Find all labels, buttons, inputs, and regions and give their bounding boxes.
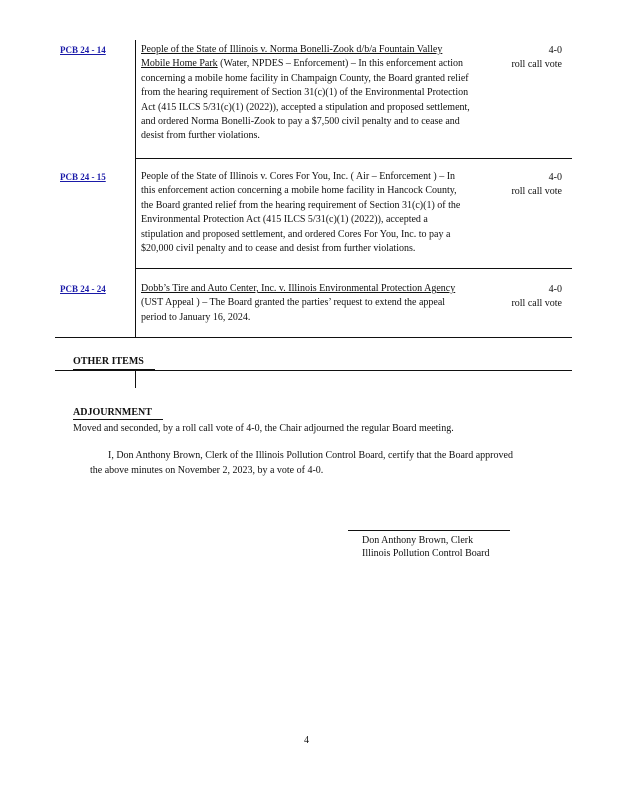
signature-name: Don Anthony Brown, Clerk — [362, 535, 474, 546]
adjournment-underline — [73, 419, 163, 420]
other-items-divider — [135, 370, 136, 388]
case-title: People of the State of Illinois v. Norma Bonelli-Zook d/b/a Fountain Valley Mobile Home Park — [141, 44, 443, 70]
case-description — [141, 170, 471, 256]
page-number: 4 — [304, 735, 309, 746]
certification-text: I, Don Anthony Brown, Clerk of the Illinois Pollution Control Board, certify that the Board approved the above minutes on November 2, 2023, by a vote of 4-0. — [90, 450, 513, 476]
table-bottom-rule — [55, 337, 572, 338]
adjournment-text: Moved and seconded, by a roll call vote of 4-0, the Chair adjourned the regular Board meeting. — [73, 423, 454, 434]
case-number-link[interactable]: PCB 24 - 14 — [60, 45, 106, 55]
vote-count: 4-0 — [548, 284, 562, 295]
case-number-link[interactable]: PCB 24 - 15 — [60, 172, 106, 182]
signature-line — [348, 530, 510, 531]
adjournment-heading: ADJOURNMENT — [73, 407, 152, 418]
vote-label: roll call vote — [511, 297, 562, 309]
case-text: (Water, NPDES – Enforcement) – In this enforcement action concerning a mobile home facility in Champaign County, the Board granted relief from the hearing requirement of Section 31(c)(1) of the Environmental Protection Act (415 ILCS 5/31(c)(1) (2022)), accepted a stipulation and proposed settlement, and ordered Norma Bonelli-Zook to pay a $7,500 civil penalty and to cease and desist from further violations. — [141, 58, 470, 142]
vote-result — [490, 171, 562, 198]
case-text: People of the State of Illinois v. Cores For You, Inc. ( Air – Enforcement ) – In this enforcement action concerning a mobile home facility in Hancock County, the Board granted relief from the hearing requirement of Section 31(c)(1) of the Environmental Protection Act (415 ILCS 5/31(c)(1) (2022)), accepted a stipulation and proposed settlement, and ordered Cores For You, Inc. to pay a $20,000 civil penalty and to cease and desist from further violations. — [141, 171, 461, 255]
other-items-rule — [55, 370, 572, 371]
vote-count: 4-0 — [548, 45, 562, 56]
vote-count: 4-0 — [548, 172, 562, 183]
vote-label: roll call vote — [511, 58, 562, 70]
case-description — [141, 43, 471, 144]
table-divider-vertical — [135, 40, 136, 337]
other-items-heading: OTHER ITEMS — [73, 356, 144, 367]
row-divider-1 — [135, 158, 572, 159]
case-text: (UST Appeal ) – The Board granted the parties’ request to extend the appeal period to January 16, 2024. — [141, 297, 446, 323]
vote-result — [490, 44, 562, 71]
signature-org: Illinois Pollution Control Board — [362, 548, 490, 559]
row-divider-2 — [135, 268, 572, 269]
case-number-link[interactable]: PCB 24 - 24 — [60, 284, 106, 294]
vote-result — [490, 283, 562, 310]
case-title: Dobb’s Tire and Auto Center, Inc. v. Illinois Environmental Protection Agency — [141, 283, 456, 294]
vote-label: roll call vote — [511, 185, 562, 197]
case-description — [141, 282, 471, 325]
